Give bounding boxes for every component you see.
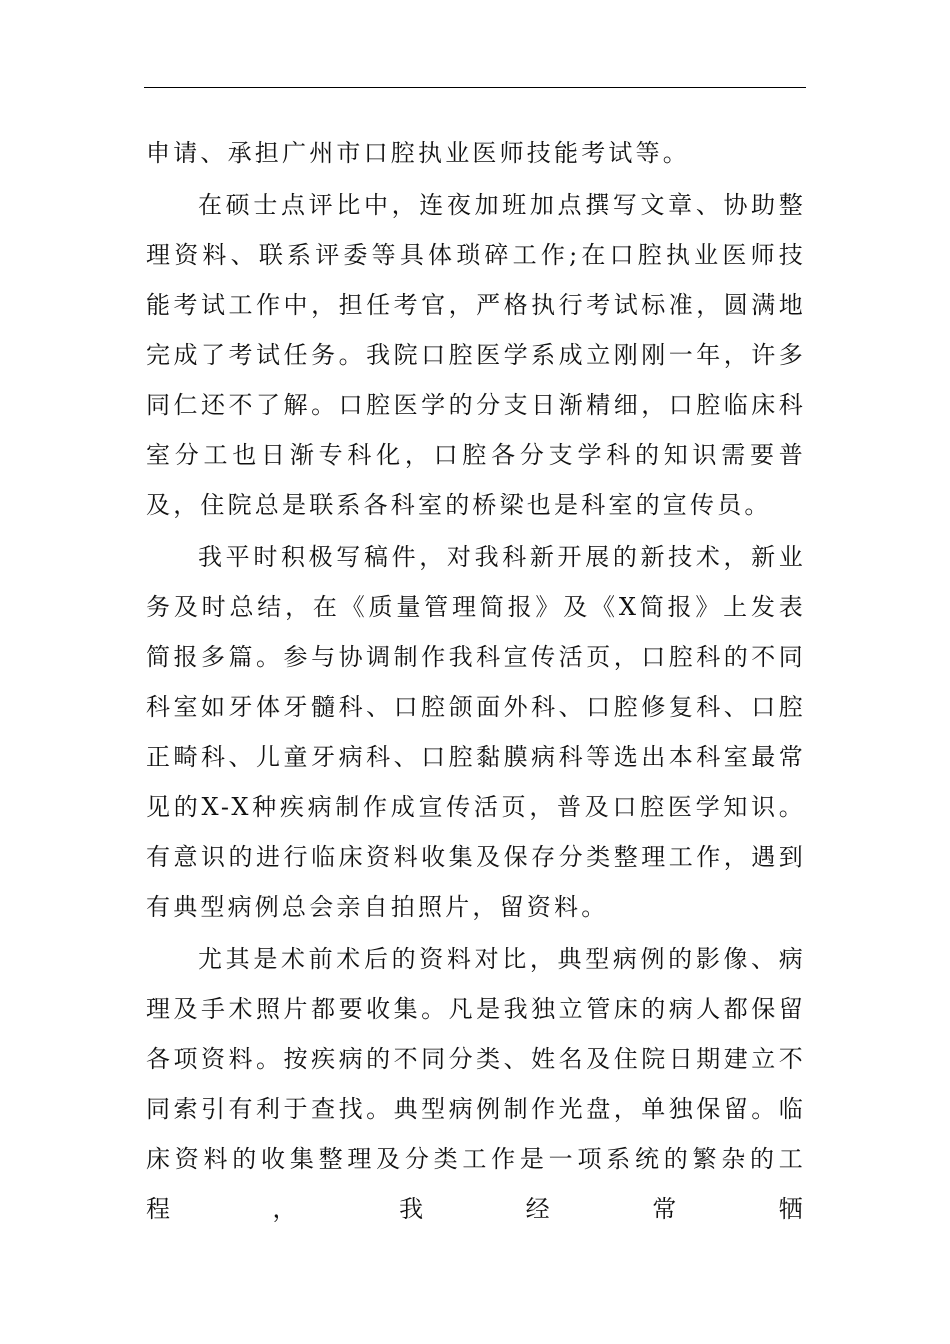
header-rule	[144, 87, 806, 88]
paragraph-1: 申请、承担广州市口腔执业医师技能考试等。	[146, 139, 690, 167]
paragraph-4: 尤其是术前术后的资料对比，典型病例的影像、病理及手术照片都要收集。凡是我独立管床的病人都保留各项资料。按疾病的不同分类、姓名及住院日期建立不同索引有利于查找。典型病例制作光盘，单独保留。临床资料的收集整理及分类工作是一项系统的繁杂的工程，我经常牺	[146, 945, 806, 1223]
paragraph-3: 我平时积极写稿件，对我科新开展的新技术，新业务及时总结，在《质量管理简报》及《X简报》上发表简报多篇。参与协调制作我科宣传活页，口腔科的不同科室如牙体牙髓科、口腔颌面外科、口腔修复科、口腔正畸科、儿童牙病科、口腔黏膜病科等选出本科室最常见的X-X种疾病制作成宣传活页，普及口腔医学知识。有意识的进行临床资料收集及保存分类整理工作，遇到有典型病例总会亲自拍照片，留资料。	[146, 543, 806, 921]
paragraph-2: 在硕士点评比中，连夜加班加点撰写文章、协助整理资料、联系评委等具体琐碎工作;在口腔执业医师技能考试工作中，担任考官，严格执行考试标准，圆满地完成了考试任务。我院口腔医学系成立刚刚一年，许多同仁还不了解。口腔医学的分支日渐精细，口腔临床科室分工也日渐专科化，口腔各分支学科的知识需要普及，住院总是联系各科室的桥梁也是科室的宣传员。	[146, 191, 806, 519]
document-body	[146, 128, 806, 1234]
